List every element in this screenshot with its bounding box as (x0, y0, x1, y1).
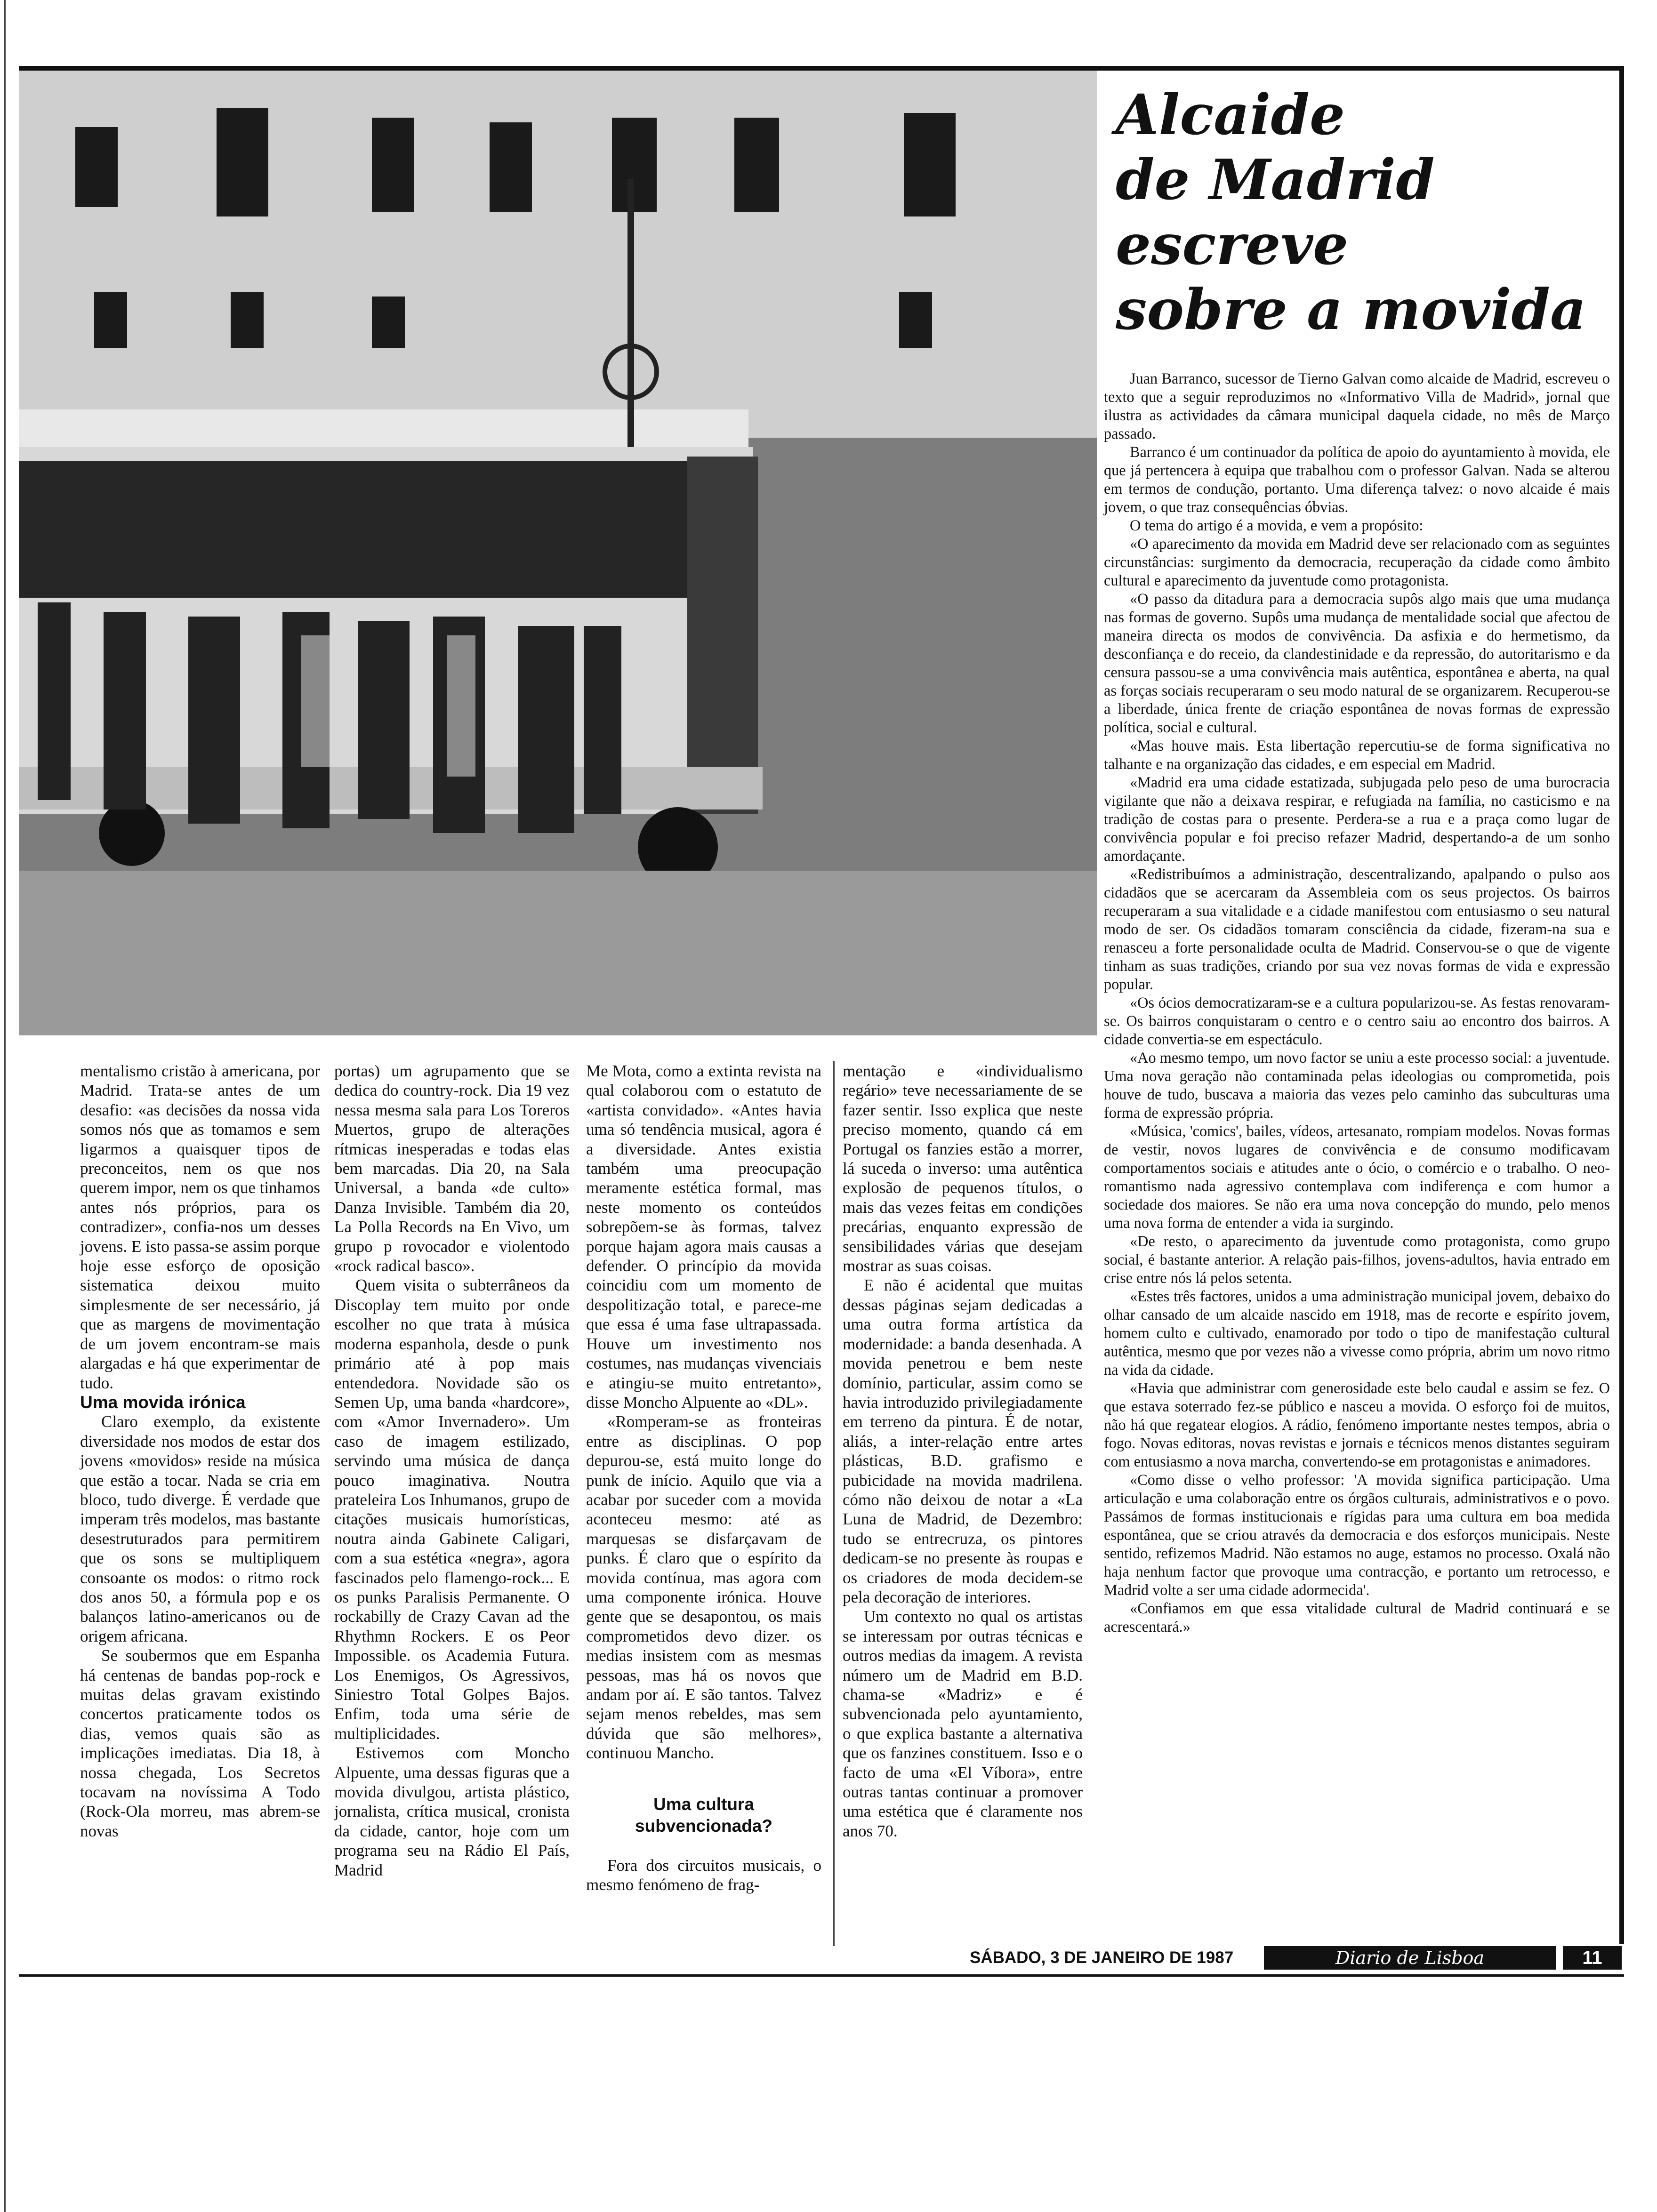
body-paragraph: Fora dos circuitos musicais, o mesmo fenómeno de frag- (586, 1856, 821, 1894)
intro-paragraph: «Madrid era uma cidade estatizada, subjugada pelo peso de uma burocracia vigilante que não a deixava respirar, e refugiada na família, no casticismo e na tradição de costas para o presente. Perdera-se a rua e a praça como lugar de convivência popular e foi preciso refazer Madrid, despertando-a de um sonho amordaçante. (1104, 774, 1610, 864)
body-paragraph: Se soubermos que em Espanha há centenas de bandas pop-rock e muitas delas gravam existindo concertos praticamente todos os dias, vemos quais são as implicações imediatas. Dia 18, à nossa chegada, Los Secretos tocavam na novíssima A Todo (Rock-Ola morreu, mas abrem-se novas (80, 1646, 320, 1840)
body-paragraph: E não é acidental que muitas dessas páginas sejam dedicadas a uma outra forma artística da modernidade: a banda desenhada. A movida penetrou e bem neste domínio, particular, assim como se havia introduzido privilegiadamente em terreno da pintura. É de notar, aliás, a inter-relação entre artes plásticas, B.D. grafismo e pubicidade na movida madrilena. cómo não deixou de notar a «La Luna de Madrid, de Dezembro: tudo se entrecruza, os pintores dedicam-se no presente às roupas e os criadores de moda decidem-se pela decoração de interiores. (843, 1276, 1083, 1606)
body-column-4 (843, 1061, 1083, 1841)
intro-paragraph: «Mas houve mais. Esta libertação repercutiu-se de forma significativa no talhante e na organização das cidades, e em especial em Madrid. (1104, 737, 1610, 772)
headline-line: de Madrid (1116, 147, 1435, 212)
intro-paragraph: «Havia que administrar com generosidade este belo caudal e assim se fez. O que estava soterrado fez-se público e nasceu a movida. O esforço foi de muitos, não há que regatear elogios. A rádio, fenómeno importante nestes tempos, abria o fogo. Novas editoras, novas revistas e jornais e técnicos menos distantes seguiram com entusiasmo a nova marcha, convertendo-se em protagonistas e animadores. (1104, 1379, 1610, 1470)
body-paragraph: mentação e «individualismo regário» teve necessariamente de se fazer sentir. Isso explica que neste preciso momento, quando cá em Portugal os fanzies estão a morrer, lá suceda o inverso: uma autêntica explosão de pequenos títulos, o mais das vezes feitas em condições precárias, enquanto expressão de sensibilidades várias que desejam mostrar as suas coisas. (843, 1062, 1083, 1275)
body-paragraph: portas) um agrupamento que se dedica do country-rock. Dia 19 vez nessa mesma sala para Los Toreros Muertos, grupo de alterações rítmicas inesperadas e todas elas bem marcadas. Dia 20, na Sala Universal, a banda «de culto» Danza Invisible. Também dia 20, La Polla Records na En Vivo, um grupo p rovocador e violentodo «rock radical basco». (334, 1062, 570, 1275)
issue-date: SÁBADO, 3 DE JANEIRO DE 1987 (970, 1948, 1234, 1967)
bottom-rule (19, 1974, 1624, 1977)
headline-line: sobre a movida (1116, 277, 1586, 342)
article-headline (1116, 82, 1615, 342)
headline-line: escreve (1116, 212, 1349, 277)
body-paragraph: Um contexto no qual os artistas se interessam por outras técnicas e outros medias da imagem. A revista número um de Madrid em B.D. chama-se «Madriz» e é subvencionada pelo ayuntamiento, o que explica bastante a alternativa que os fanzines constituem. Isso e o facto de uma «El Víbora», entre outras tantas continuar a promover uma estética que é claramente nos anos 70. (843, 1607, 1083, 1840)
scan-edge (4, 0, 6, 2212)
subhead-line: subvencionada? (635, 1816, 772, 1835)
intro-paragraph: «Confiamos em que essa vitalidade cultural de Madrid continuará e se acrescentará.» (1104, 1600, 1610, 1635)
body-paragraph: Quem visita o subterrâneos da Discoplay tem muito por onde escolher no que trata à música moderna espanhola, desde o punk primário até à pop mais entendedora. Novidade são os Semen Up, uma banda «hardcore», com «Amor Invernadero». Um caso de imagem estilizado, servindo uma música de dança pouco imaginativa. Noutra prateleira Los Inhumanos, grupo de citações musicais humorísticas, noutra ainda Gabinete Caligari, com a sua estética «negra», agora fascinados pelo flamengo-rock... E os punks Paralisis Permanente. O rockabilly de Crazy Cavan ad the Rhythmn Rockers. E os Peor Impossible. os Academia Futura. Los Enemigos, Os Agressivos, Siniestro Total Golpes Bajos. Enfim, toda uma série de multiplicidades. (334, 1276, 570, 1743)
intro-paragraph: «Os ócios democratizaram-se e a cultura popularizou-se. As festas renovaram-se. Os bairros conquistaram o centro e o centro saiu ao encontro dos bairros. A cidade convertia-se em espectáculo. (1104, 994, 1610, 1048)
body-column-2 (334, 1061, 570, 1880)
headline-line: Alcaide (1116, 82, 1345, 147)
body-column-3 (586, 1061, 821, 1894)
body-paragraph: Estivemos com Moncho Alpuente, uma dessas figuras que a movida divulgou, artista plástico, jornalista, crítica musical, cronista da cidade, cantor, hoje com um programa seu na Rádio El País, Madrid (334, 1744, 570, 1879)
body-paragraph: mentalismo cristão à americana, por Madrid. Trata-se antes de um desafio: «as decisões da nossa vida somos nós que as tomamos e sem ligarmos a quaisquer tipos de preconceitos, nem os que nos querem impor, nem os que tinhamos antes nós próprios, para os contradizer», confia-nos um desses jovens. E isto passa-se assim porque hoje esse esforço de oposição sistematica deixou muito simplesmente de ser necessário, já que as margens de movimentação de um jovem encontram-se mais alargadas e há que experimentar de tudo. (80, 1062, 320, 1392)
column-divider (833, 1061, 835, 1946)
body-column-1 (80, 1061, 320, 1841)
intro-paragraph: «Redistribuímos a administração, descentralizando, apalpando o pulso aos cidadãos que se acercaram da Assembleia com os seus projectos. Os bairros recuperaram a sua vitalidade e a cidade manifestou com entusiasmo o seu natural modo de ser. Os cidadãos tomaram consciência da cidade, fizeram-na sua e renasceu a forte personalidade oculta de Madrid. Conservou-se o que de vigente tinham as suas tradições, criando por sua vez novas formas de vida e expressão popular. (1104, 866, 1610, 993)
intro-column (1104, 369, 1610, 1636)
body-paragraph: Claro exemplo, da existente diversidade nos modos de estar dos jovens «movidos» reside na música que estão a tocar. Nada se cria em bloco, tudo diverge. É verdade que imperam três modelos, mas bastante desestruturados para permitirem que os sons se multipliquem consoante os modos: o ritmo rock dos anos 50, a fórmula pop e os balanços latino-americanos ou de origem africana. (80, 1412, 320, 1645)
newspaper-masthead: Diario de Lisboa (1264, 1946, 1556, 1970)
intro-paragraph: «O passo da ditadura para a democracia supôs algo mais que uma mudança nas formas de governo. Supôs uma mudança de mentalidade social que afectou de maneira directa os modos de convivência. Da asfixia e do hermetismo, da desconfiança e do receio, da clandestinidade e da repressão, do autoritarismo e da censura passou-se a uma convivência mais autêntica, espontânea e aberta, na qual as forças sociais recuperaram o seu modo natural de se organizarem. Recuperou-se a liberdade, única frente de criação espontânea de novas formas de expressão política, social e cultural. (1104, 590, 1610, 736)
intro-paragraph: «De resto, o aparecimento da juventude como protagonista, como grupo social, é bastante anterior. A relação pais-filhos, jovens-adultos, havia entrado em crise entre nós lá pelos setenta. (1104, 1233, 1610, 1286)
intro-paragraph: «Ao mesmo tempo, um novo factor se uniu a este processo social: a juventude. Uma nova geração não contaminada pelas ideologias ou comprometida, pois houve de tudo, buscava a maioria das vezes pelo caminho das subculturas uma forma de expressão própria. (1104, 1049, 1610, 1121)
section-subhead (586, 1794, 821, 1837)
page-number: 11 (1563, 1946, 1622, 1970)
subhead-line: Uma cultura (653, 1794, 754, 1814)
intro-paragraph: O tema do artigo é a movida, e vem a propósito: (1130, 517, 1424, 534)
top-rule (19, 66, 1624, 71)
right-rule (1619, 66, 1624, 1944)
intro-paragraph: «Estes três factores, unidos a uma administração municipal jovem, debaixo do olhar cansado de um alcaide nascido em 1918, mas de recorte e espírito jovem, homem culto e cultivado, enamorado por todo o tipo de manifestação cultural autêntica, mesmo que por vezes não a vivesse como própria, abrim um novo ritmo na vida da cidade. (1104, 1288, 1610, 1378)
intro-paragraph: Barranco é um continuador da política de apoio do ayuntamiento à movida, ele que já pertencera à equipa que trabalhou com o professor Galvan. Nada se alterou em termos de condução, portanto. Uma diferença talvez: o novo alcaide é mais jovem, o que traz consequências óbvias. (1104, 443, 1610, 515)
intro-paragraph: «Como disse o velho professor: 'A movida significa participação. Uma articulação e uma colaboração entre os órgãos culturais, administrativos e o povo. Passámos de formas institucionais e rígidas para uma cultura em boa medida espontânea, que se criou através da democracia e dos esforços municipais. Neste sentido, refizemos Madrid. Não estamos no auge, estamos no processo. Oxalá não haja nenhum factor que provoque uma contracção, e portanto um retrocesso, e Madrid volte a ser uma cidade adormecida'. (1104, 1471, 1610, 1598)
intro-paragraph: «Música, 'comics', bailes, vídeos, artesanato, rompiam modelos. Novas formas de vestir, novos lugares de convivência e de consumo modificavam comportamentos sociais e atitudes ante o ócio, o comércio e o trabalho. O neo-romantismo nada agressivo contemplava com indiferença e com humor a sociedade dos maiores. Se não era uma nova concepção do mundo, pelo menos uma nova forma de entender a vida ia surgindo. (1104, 1122, 1610, 1231)
intro-paragraph: «O aparecimento da movida em Madrid deve ser relacionado com as seguintes circunstâncias: surgimento da democracia, recuperação da cidade como âmbito cultural e aparecimento da juventude como protagonista. (1104, 535, 1610, 589)
street-scene-photo (19, 71, 1097, 1035)
body-paragraph: Me Mota, como a extinta revista na qual colaborou com o estatuto de «artista convidado». «Antes havia uma só tendência musical, agora é a diversidade. Antes existia também uma preocupação meramente estética formal, mas neste momento os conteúdos sobrepõem-se às formas, talvez porque hajam agora mais causas a defender. O princípio da movida coincidiu com um momento de despolitização total, e parece-me que essa é uma fase ultrapassada. Houve um investimento nos costumes, nas mudanças vivenciais e atingiu-se muito entretanto», disse Moncho Alpuente ao «DL». (586, 1062, 821, 1411)
section-subhead: Uma movida irónica (80, 1392, 246, 1412)
intro-paragraph: Juan Barranco, sucessor de Tierno Galvan como alcaide de Madrid, escreveu o texto que a seguir reproduzimos no «Informativo Villa de Madrid», jornal que ilustra as actividades da câmara municipal daquela cidade, no mês de Março passado. (1104, 370, 1610, 442)
body-paragraph: «Romperam-se as fronteiras entre as disciplinas. O pop depurou-se, está muito longe do punk de início. Aquilo que via a acabar por suceder com a movida aconteceu mesmo: até as marquesas se disfarçavam de punks. É claro que o espírito da movida contínua, mas agora com uma componente irónica. Houve gente que se desapontou, os mais comprometidos devo dizer. os medias insistem com as mesmas pessoas, mas há os novos que andam por aí. E são tantos. Talvez sejam menos rebeldes, mas sem dúvida que são melhores», continuou Mancho. (586, 1412, 821, 1763)
